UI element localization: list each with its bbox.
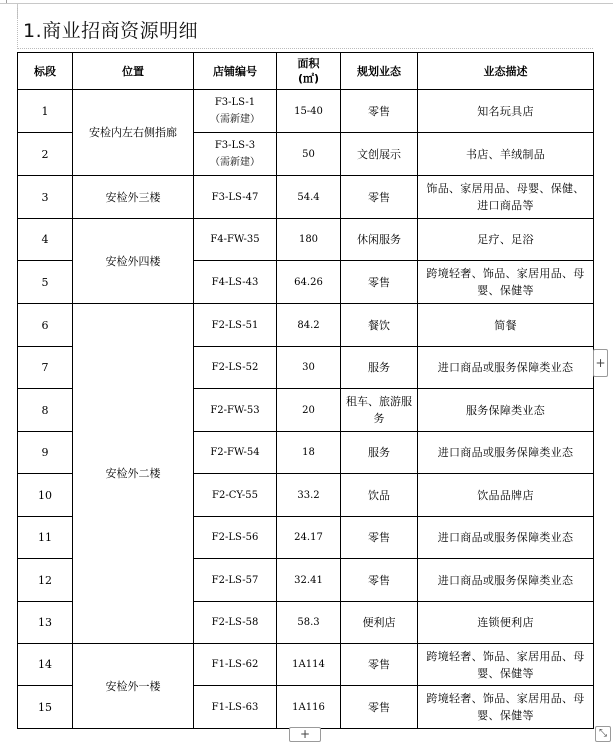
cell-shop-code[interactable]: F2-LS-51 bbox=[194, 304, 277, 347]
cell-format[interactable]: 零售 bbox=[341, 90, 418, 133]
cell-area[interactable]: 15-40 bbox=[277, 90, 341, 133]
cell-description[interactable]: 知名玩具店 bbox=[418, 90, 594, 133]
cell-shop-code[interactable]: F2-FW-54 bbox=[194, 432, 277, 474]
cell-area[interactable]: 58.3 bbox=[277, 602, 341, 644]
cell-lot[interactable]: 5 bbox=[18, 261, 73, 304]
cell-description[interactable]: 连锁便利店 bbox=[418, 602, 594, 644]
cell-lot[interactable]: 1 bbox=[18, 90, 73, 133]
cell-location[interactable]: 安检外四楼 bbox=[73, 219, 194, 304]
cell-format[interactable]: 服务 bbox=[341, 347, 418, 389]
cell-lot[interactable]: 6 bbox=[18, 304, 73, 347]
add-row-button[interactable]: + bbox=[289, 727, 321, 742]
cell-lot[interactable]: 9 bbox=[18, 432, 73, 474]
cell-format[interactable]: 租车、旅游服务 bbox=[341, 389, 418, 432]
cell-area[interactable]: 1A114 bbox=[277, 644, 341, 686]
cell-shop-code[interactable]: F2-CY-55 bbox=[194, 474, 277, 517]
cell-format[interactable]: 文创展示 bbox=[341, 133, 418, 176]
cell-description[interactable]: 进口商品或服务保障类业态 bbox=[418, 347, 594, 389]
cell-area[interactable]: 180 bbox=[277, 219, 341, 261]
cell-lot[interactable]: 11 bbox=[18, 517, 73, 559]
cell-description[interactable]: 跨境轻奢、饰品、家居用品、母婴、保健等 bbox=[418, 686, 594, 729]
cell-shop-code[interactable]: F1-LS-63 bbox=[194, 686, 277, 729]
page-top-border bbox=[0, 3, 613, 4]
anchor-icon: ⊥ bbox=[3, 0, 10, 6]
col-header-code[interactable]: 店铺编号 bbox=[194, 53, 277, 90]
cell-shop-code[interactable]: F2-LS-57 bbox=[194, 559, 277, 602]
cell-description[interactable]: 饰品、家居用品、母婴、保健、进口商品等 bbox=[418, 176, 594, 219]
cell-format[interactable]: 服务 bbox=[341, 432, 418, 474]
cell-area[interactable]: 54.4 bbox=[277, 176, 341, 219]
cell-description[interactable]: 足疗、足浴 bbox=[418, 219, 594, 261]
table-row bbox=[18, 304, 594, 347]
merchant-resource-table bbox=[17, 52, 594, 729]
table-row bbox=[18, 219, 594, 261]
cell-format[interactable]: 零售 bbox=[341, 261, 418, 304]
cell-shop-code[interactable]: F3-LS-47 bbox=[194, 176, 277, 219]
section-heading[interactable]: 1.商业招商资源明细 bbox=[23, 20, 199, 42]
cell-lot[interactable]: 2 bbox=[18, 133, 73, 176]
cell-lot[interactable]: 4 bbox=[18, 219, 73, 261]
cell-location[interactable]: 安检外二楼 bbox=[73, 304, 194, 644]
cell-shop-code[interactable]: F3-LS-3 （需新建） bbox=[194, 133, 277, 176]
cell-area[interactable]: 20 bbox=[277, 389, 341, 432]
cell-shop-code[interactable]: F2-LS-56 bbox=[194, 517, 277, 559]
col-header-area[interactable]: 面积 (㎡) bbox=[277, 53, 341, 90]
cell-shop-code[interactable]: F2-LS-52 bbox=[194, 347, 277, 389]
cell-format[interactable]: 便利店 bbox=[341, 602, 418, 644]
cell-format[interactable]: 零售 bbox=[341, 644, 418, 686]
col-header-location[interactable]: 位置 bbox=[73, 53, 194, 90]
cell-area[interactable]: 64.26 bbox=[277, 261, 341, 304]
cell-description[interactable]: 服务保障类业态 bbox=[418, 389, 594, 432]
cell-description[interactable]: 跨境轻奢、饰品、家居用品、母婴、保健等 bbox=[418, 261, 594, 304]
cell-lot[interactable]: 13 bbox=[18, 602, 73, 644]
cell-description[interactable]: 书店、羊绒制品 bbox=[418, 133, 594, 176]
cell-shop-code[interactable]: F1-LS-62 bbox=[194, 644, 277, 686]
cell-lot[interactable]: 10 bbox=[18, 474, 73, 517]
cell-description[interactable]: 进口商品或服务保障类业态 bbox=[418, 517, 594, 559]
cell-area[interactable]: 50 bbox=[277, 133, 341, 176]
cell-location[interactable]: 安检外三楼 bbox=[73, 176, 194, 219]
table-row bbox=[18, 644, 594, 686]
cell-shop-code[interactable]: F3-LS-1 （需新建） bbox=[194, 90, 277, 133]
cell-area[interactable]: 33.2 bbox=[277, 474, 341, 517]
cell-description[interactable]: 进口商品或服务保障类业态 bbox=[418, 432, 594, 474]
col-header-format[interactable]: 规划业态 bbox=[341, 53, 418, 90]
cell-area[interactable]: 1A116 bbox=[277, 686, 341, 729]
table-row bbox=[18, 90, 594, 133]
col-header-lot[interactable]: 标段 bbox=[18, 53, 73, 90]
cell-description[interactable]: 饮品品牌店 bbox=[418, 474, 594, 517]
cell-lot[interactable]: 12 bbox=[18, 559, 73, 602]
resize-handle-icon[interactable]: ⤡ bbox=[595, 726, 611, 742]
add-column-button[interactable]: + bbox=[593, 349, 608, 377]
cell-shop-code[interactable]: F4-FW-35 bbox=[194, 219, 277, 261]
col-header-desc[interactable]: 业态描述 bbox=[418, 53, 594, 90]
cell-format[interactable]: 饮品 bbox=[341, 474, 418, 517]
cell-format[interactable]: 零售 bbox=[341, 517, 418, 559]
cell-description[interactable]: 进口商品或服务保障类业态 bbox=[418, 559, 594, 602]
cell-format[interactable]: 零售 bbox=[341, 559, 418, 602]
cell-lot[interactable]: 3 bbox=[18, 176, 73, 219]
cell-location[interactable]: 安检外一楼 bbox=[73, 644, 194, 729]
table-header-row bbox=[18, 53, 594, 90]
cell-format[interactable]: 零售 bbox=[341, 686, 418, 729]
cell-description[interactable]: 跨境轻奢、饰品、家居用品、母婴、保健等 bbox=[418, 644, 594, 686]
cell-area[interactable]: 30 bbox=[277, 347, 341, 389]
cell-area[interactable]: 32.41 bbox=[277, 559, 341, 602]
table-row bbox=[18, 176, 594, 219]
cell-lot[interactable]: 14 bbox=[18, 644, 73, 686]
cell-shop-code[interactable]: F4-LS-43 bbox=[194, 261, 277, 304]
cell-format[interactable]: 餐饮 bbox=[341, 304, 418, 347]
cell-format[interactable]: 零售 bbox=[341, 176, 418, 219]
cell-shop-code[interactable]: F2-LS-58 bbox=[194, 602, 277, 644]
cell-description[interactable]: 简餐 bbox=[418, 304, 594, 347]
cell-shop-code[interactable]: F2-FW-53 bbox=[194, 389, 277, 432]
cell-area[interactable]: 84.2 bbox=[277, 304, 341, 347]
cell-format[interactable]: 休闲服务 bbox=[341, 219, 418, 261]
cell-lot[interactable]: 7 bbox=[18, 347, 73, 389]
cell-location[interactable]: 安检内左右侧指廊 bbox=[73, 90, 194, 176]
cell-area[interactable]: 24.17 bbox=[277, 517, 341, 559]
cell-area[interactable]: 18 bbox=[277, 432, 341, 474]
cell-lot[interactable]: 8 bbox=[18, 389, 73, 432]
cell-lot[interactable]: 15 bbox=[18, 686, 73, 729]
